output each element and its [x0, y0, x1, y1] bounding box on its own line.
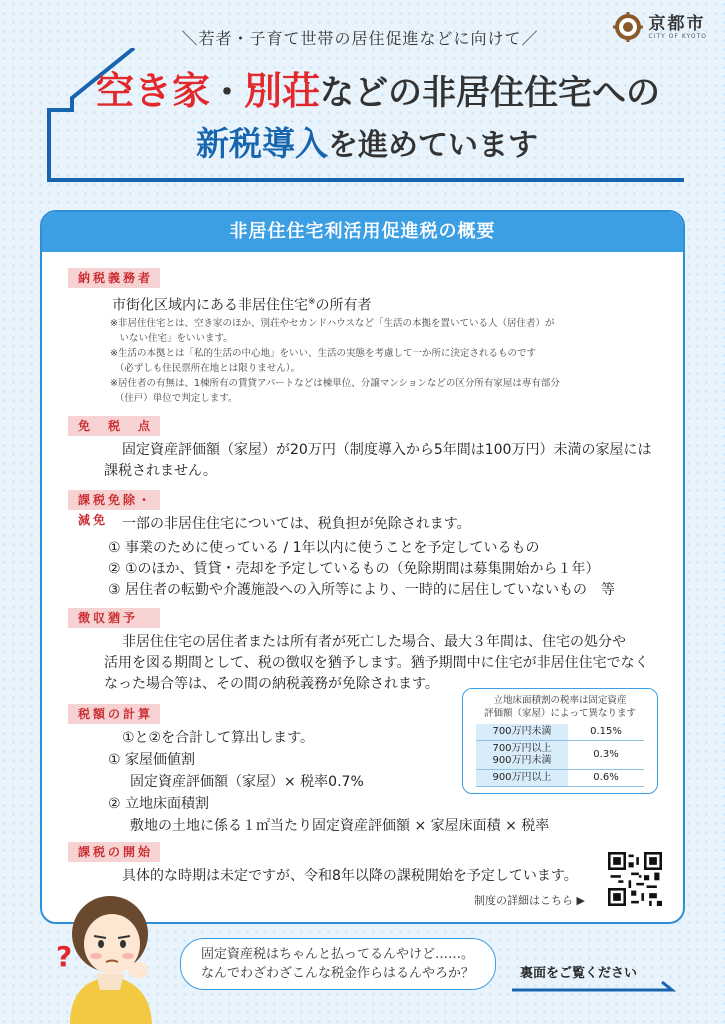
table-row	[476, 724, 644, 741]
calc-line-1: ①と②を合計して算出します。	[122, 730, 314, 746]
taxpayer-note-5: ※居住者の有無は、1棟所有の賃貸アパートなどは棟単位、分譲マンションなどの区分所有家屋は専有部分	[110, 378, 560, 389]
overview-card	[40, 210, 685, 924]
badge-exemption-point: 免 税 点	[68, 416, 160, 436]
calc-line-2: ① 家屋価値割	[108, 752, 196, 768]
calc-line-3: 固定資産評価額（家屋）× 税率0.7%	[130, 774, 364, 790]
rate-range: 900万円以上	[476, 770, 568, 787]
rate-value: 0.3%	[568, 741, 644, 770]
table-row	[476, 741, 644, 770]
logo-en: CITY OF KYOTO	[648, 32, 707, 40]
badge-calc: 税額の計算	[68, 704, 160, 724]
calc-line-4: ② 立地床面積割	[108, 796, 210, 812]
deferral-line-2: 活用を図る期間として、税の徴収を猶予します。猶予期間中に住宅が非居住住宅でなく	[104, 655, 649, 671]
rate-range: 700万円以上 900万円未満	[476, 741, 568, 770]
exemption-point-line-2: 課税されません。	[104, 463, 217, 479]
title-bessou: 別荘	[244, 69, 321, 113]
speech-bubble	[180, 938, 496, 990]
badge-exemption: 課税免除・減免	[68, 490, 160, 510]
taxpayer-note-4: （必ずしも住民票所在地とは限りません）。	[110, 363, 301, 374]
badge-deferral: 徴収猶予	[68, 608, 160, 628]
taxpayer-note-2: いない住宅」をいいます。	[110, 333, 233, 344]
city-emblem-icon	[613, 12, 643, 42]
taxpayer-text: 市街化区域内にある非居住住宅※の所有者	[112, 297, 372, 314]
exemption-point-line-1: 固定資産評価額（家屋）が20万円（制度導入から5年間は100万円）未満の家屋には	[122, 442, 652, 458]
see-back-text: 裏面をご覧ください	[520, 966, 638, 981]
exemption-line-2: ① 事業のために使っている / 1年以内に使うことを予定しているもの	[108, 540, 540, 556]
bubble-line-2: なんでわざわざこんな税金作らはるんやろか？	[201, 966, 475, 981]
rate-value: 0.15%	[568, 724, 644, 741]
badge-start: 課税の開始	[68, 842, 160, 862]
rate-table-title: 立地床面積割の税率は固定資産 評価額（家屋）によって異なります	[483, 695, 636, 719]
title-new-tax: 新税導入	[196, 124, 328, 163]
logo-name: 京都市	[648, 13, 706, 34]
bubble-line-1: 固定資産税はちゃんと払ってるんやけど……。	[201, 947, 475, 962]
taxpayer-note-6: （住戸）単位で判定します。	[110, 393, 238, 404]
rate-table-box	[462, 688, 658, 794]
deferral-line-3: なった場合等は、その間の納税義務が免除されます。	[104, 676, 439, 692]
kyoto-city-logo	[613, 12, 707, 42]
title-sep: ・	[210, 73, 245, 113]
title-rest-1: などの非居住住宅への	[320, 73, 661, 113]
title-rest-2: を進めています	[328, 128, 538, 163]
rate-range: 700万円未満	[476, 724, 568, 741]
card-title: 非居住住宅利活用促進税の概要	[42, 212, 683, 252]
table-row	[476, 770, 644, 787]
rate-value: 0.6%	[568, 770, 644, 787]
title-akiya: 空き家	[96, 69, 211, 113]
details-link[interactable]: 制度の詳細はこちら ▶	[474, 894, 585, 907]
lead-text: ＼若者・子育て世帯の居住促進などに向けて／	[181, 29, 539, 48]
deferral-line-1: 非居住住宅の居住者または所有者が死亡した場合、最大３年間は、住宅の処分や	[122, 634, 626, 650]
title-line-1	[96, 70, 696, 114]
exemption-line-3: ② ①のほか、賃貸・売却を予定しているもの（免除期間は募集開始から１年）	[108, 561, 600, 577]
exemption-line-4: ③ 居住者の転勤や介護施設への入所等により、一時的に居住していないもの 等	[108, 582, 615, 598]
calc-line-5: 敷地の土地に係る１㎡当たり固定資産評価額 × 家屋床面積 × 税率	[130, 818, 550, 834]
arrow-right-icon	[512, 980, 688, 992]
title-line-2	[196, 124, 626, 166]
badge-taxpayer: 納税義務者	[68, 268, 160, 288]
taxpayer-note-1: ※非居住住宅とは、空き家のほか、別荘やセカンドハウスなど「生活の本拠を置いている人（居住者）が	[110, 318, 555, 329]
rate-table	[476, 724, 644, 787]
taxpayer-note-3: ※生活の本拠とは「私的生活の中心地」をいい、生活の実態を考慮して一か所に決定されるものです	[110, 348, 536, 359]
exemption-line-1: 一部の非居住住宅については、税負担が免除されます。	[122, 516, 471, 532]
question-mark-icon: ?	[56, 940, 73, 973]
qr-code-icon[interactable]	[608, 852, 662, 906]
start-text: 具体的な時期は未定ですが、令和8年以降の課税開始を予定しています。	[122, 868, 578, 884]
